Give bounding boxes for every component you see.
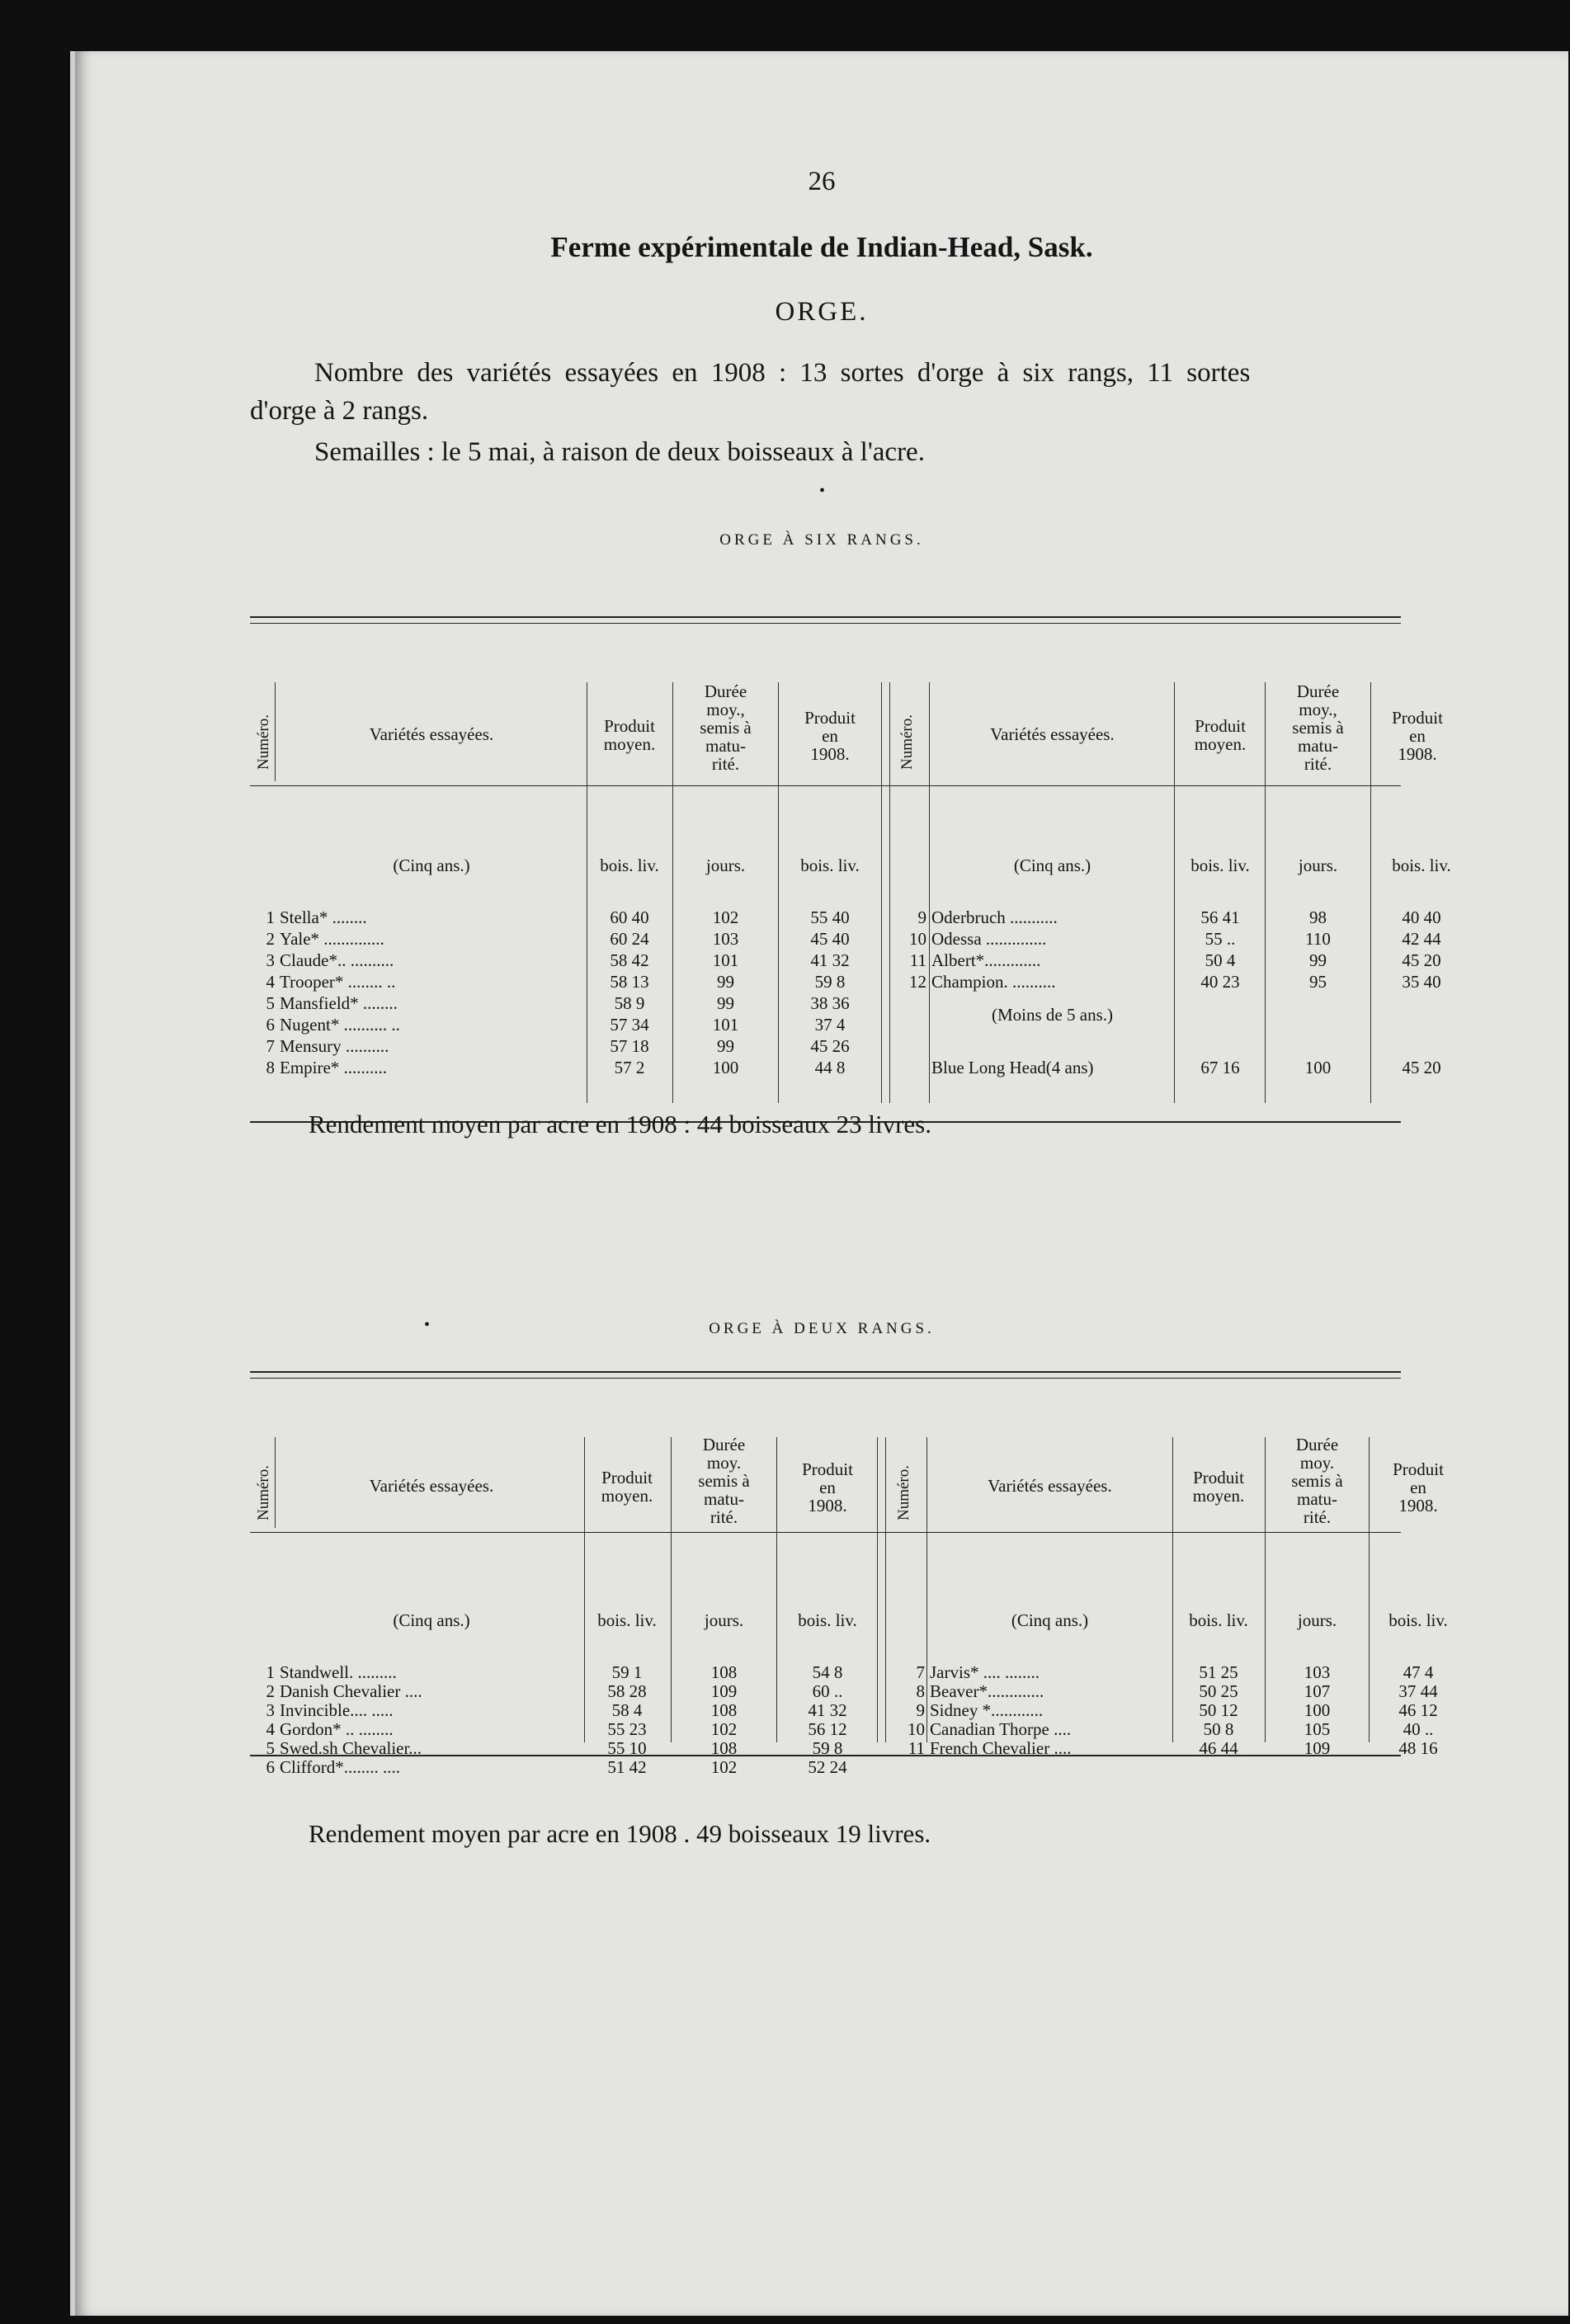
avg-yield: 46 44 [1199, 1738, 1238, 1758]
variety-name: Empire* .......... [280, 1058, 388, 1077]
variety-name: Yale* .............. [280, 929, 384, 949]
unit-bois-liv: bois. liv. [1189, 1610, 1248, 1630]
bullet-mark: • [424, 1316, 431, 1334]
unit-jours: jours. [1297, 1610, 1337, 1630]
header-duree: Durée moy., semis à matu- rité. [1292, 681, 1344, 774]
days-to-maturity: 102 [710, 1719, 738, 1739]
days-to-maturity: 103 [1304, 1662, 1331, 1682]
variety-name: Albert*............. [931, 950, 1041, 970]
yield-1908: 41 32 [810, 950, 850, 970]
unit-cinq-ans: (Cinq ans.) [393, 1610, 470, 1630]
variety-name: Standwell. ......... [280, 1662, 397, 1682]
unit-cinq-ans: (Cinq ans.) [1011, 1610, 1089, 1630]
row-number: 12 [909, 972, 926, 992]
row-number: 9 [916, 1700, 925, 1720]
yield-1908: 59 8 [812, 1738, 843, 1758]
avg-yield: 58 42 [610, 950, 649, 970]
avg-yield: 51 25 [1199, 1662, 1238, 1682]
row-number: 7 [266, 1036, 275, 1056]
header-varietes: Variétés essayées. [988, 1476, 1112, 1496]
bullet-mark: • [819, 482, 826, 500]
yield-1908: 37 4 [814, 1015, 846, 1035]
variety-name: Danish Chevalier .... [280, 1681, 422, 1701]
days-to-maturity: 100 [712, 1058, 739, 1077]
variety-name: Canadian Thorpe .... [930, 1719, 1072, 1739]
variety-name: Mensury .......... [280, 1036, 389, 1056]
avg-yield: 58 28 [607, 1681, 647, 1701]
yield-1908: 41 32 [808, 1700, 847, 1720]
intro-paragraph-line2: d'orge à 2 rangs. [250, 396, 429, 426]
days-to-maturity: 100 [1304, 1058, 1332, 1077]
yield-1908: 40 .. [1403, 1719, 1434, 1739]
avg-yield: 58 4 [611, 1700, 643, 1720]
row-number: 6 [266, 1015, 275, 1035]
avg-yield: 40 23 [1200, 972, 1240, 992]
intro-paragraph-line1: Nombre des variétés essayées en 1908 : 13 sortes d'orge à six rangs, 11 sortes [314, 358, 1251, 388]
days-to-maturity: 99 [717, 972, 734, 992]
avg-yield: 56 41 [1200, 907, 1240, 927]
yield-1908: 47 4 [1403, 1662, 1434, 1682]
variety-name: Beaver*............. [930, 1681, 1044, 1701]
yield-1908: 55 40 [810, 907, 850, 927]
header-duree: Durée moy. semis à matu- rité. [698, 1435, 750, 1527]
yield-1908: 60 .. [812, 1681, 843, 1701]
unit-jours: jours. [705, 856, 746, 875]
avg-yield: 50 4 [1205, 950, 1236, 970]
days-to-maturity: 102 [710, 1757, 738, 1777]
avg-yield: 55 .. [1205, 929, 1236, 949]
avg-yield: 50 25 [1199, 1681, 1238, 1701]
row-number: 6 [266, 1757, 275, 1777]
header-varietes: Variétés essayées. [369, 1476, 494, 1496]
variety-name: Jarvis* .... ........ [930, 1662, 1040, 1682]
avg-yield: 58 9 [614, 993, 645, 1013]
header-numero: Numéro. [895, 1464, 912, 1520]
days-to-maturity: 102 [712, 907, 739, 927]
header-produit-moyen: Produit moyen. [601, 1468, 653, 1506]
row-number: 2 [266, 1681, 275, 1701]
header-produit-1908: Produit en 1908. [802, 1459, 853, 1516]
header-produit-moyen: Produit moyen. [1192, 1468, 1245, 1506]
variety-name: Swed.sh Chevalier... [280, 1738, 422, 1758]
variety-name: Mansfield* ........ [280, 993, 398, 1013]
variety-name: Nugent* .......... .. [280, 1015, 400, 1035]
days-to-maturity: 109 [1304, 1738, 1331, 1758]
days-to-maturity: 103 [712, 929, 739, 949]
six-row-table-title: ORGE À SIX RANGS. [719, 531, 924, 549]
row-number: 11 [908, 1738, 925, 1758]
yield-1908: 45 26 [810, 1036, 850, 1056]
six-row-average-yield: Rendement moyen par acre en 1908 : 44 boisseaux 23 livres. [309, 1110, 931, 1138]
row-number: 4 [266, 1719, 275, 1739]
avg-yield: 55 10 [607, 1738, 647, 1758]
section-title: ORGE. [775, 297, 869, 327]
variety-name: Blue Long Head(4 ans) [931, 1058, 1094, 1077]
row-number: 4 [266, 972, 275, 992]
avg-yield: 51 42 [607, 1757, 647, 1777]
avg-yield: 59 1 [611, 1662, 643, 1682]
days-to-maturity: 108 [710, 1738, 738, 1758]
row-number: 1 [266, 907, 275, 927]
yield-1908: 40 40 [1402, 907, 1441, 927]
header-produit-moyen: Produit moyen. [1194, 716, 1247, 754]
avg-yield: 60 24 [610, 929, 649, 949]
avg-yield: 50 8 [1203, 1719, 1234, 1739]
six-row-barley-table [250, 616, 1451, 1124]
row-number: 5 [266, 1738, 275, 1758]
row-number: 2 [266, 929, 275, 949]
avg-yield: 57 34 [610, 1015, 649, 1035]
row-number: 5 [266, 993, 275, 1013]
row-number: 10 [909, 929, 926, 949]
header-numero: Numéro. [255, 714, 272, 770]
yield-1908: 42 44 [1402, 929, 1441, 949]
unit-bois-liv: bois. liv. [1190, 856, 1250, 875]
yield-1908: 45 40 [810, 929, 850, 949]
days-to-maturity: 101 [712, 950, 739, 970]
days-to-maturity: 105 [1304, 1719, 1331, 1739]
days-to-maturity: 108 [710, 1700, 738, 1720]
days-to-maturity: 110 [1305, 929, 1331, 949]
yield-1908: 38 36 [810, 993, 850, 1013]
variety-name: Gordon* .. ........ [280, 1719, 394, 1739]
yield-1908: 48 16 [1398, 1738, 1438, 1758]
sowing-line: Semailles : le 5 mai, à raison de deux boisseaux à l'acre. [314, 437, 925, 467]
row-number: 10 [908, 1719, 925, 1739]
days-to-maturity: 107 [1304, 1681, 1331, 1701]
farm-title: Ferme expérimentale de Indian-Head, Sask. [550, 231, 1093, 263]
avg-yield: 50 12 [1199, 1700, 1238, 1720]
variety-name: Trooper* ........ .. [280, 972, 396, 992]
unit-bois-liv: bois. liv. [798, 1610, 857, 1630]
variety-name: Champion. .......... [931, 972, 1056, 992]
row-number: 7 [916, 1662, 925, 1682]
header-varietes: Variétés essayées. [990, 724, 1115, 744]
days-to-maturity: 100 [1304, 1700, 1331, 1720]
unit-bois-liv: bois. liv. [1388, 1610, 1448, 1630]
two-row-table-title: ORGE À DEUX RANGS. [709, 1320, 935, 1337]
yield-1908: 46 12 [1398, 1700, 1438, 1720]
header-numero: Numéro. [255, 1464, 272, 1520]
yield-1908: 37 44 [1398, 1681, 1438, 1701]
yield-1908: 56 12 [808, 1719, 847, 1739]
avg-yield: 60 40 [610, 907, 649, 927]
row-number: 3 [266, 950, 275, 970]
header-duree: Durée moy., semis à matu- rité. [700, 681, 752, 774]
unit-cinq-ans: (Cinq ans.) [1013, 856, 1091, 875]
days-to-maturity: 101 [712, 1015, 739, 1035]
header-numero: Numéro. [898, 714, 916, 770]
days-to-maturity: 95 [1309, 972, 1327, 992]
variety-name: Sidney *............ [930, 1700, 1044, 1720]
days-to-maturity: 98 [1309, 907, 1327, 927]
yield-1908: 54 8 [812, 1662, 843, 1682]
two-row-average-yield: Rendement moyen par acre en 1908 . 49 boisseaux 19 livres. [309, 1819, 931, 1848]
avg-yield: 55 23 [607, 1719, 647, 1739]
header-produit-1908: Produit en 1908. [804, 708, 856, 764]
row-number: 9 [917, 907, 926, 927]
document-page [70, 51, 1568, 2316]
variety-name: Clifford*........ .... [280, 1757, 401, 1777]
yield-1908: 45 20 [1402, 1058, 1441, 1077]
avg-yield: 67 16 [1200, 1058, 1240, 1077]
days-to-maturity: 99 [717, 993, 734, 1013]
variety-name: Odessa .............. [931, 929, 1047, 949]
unit-bois-liv: bois. liv. [800, 856, 860, 875]
yield-1908: 59 8 [814, 972, 846, 992]
variety-name: Stella* ........ [280, 907, 367, 927]
unit-jours: jours. [704, 1610, 744, 1630]
less-than-five-years-label: (Moins de 5 ans.) [992, 1005, 1113, 1025]
yield-1908: 44 8 [814, 1058, 846, 1077]
header-produit-1908: Produit en 1908. [1393, 1459, 1444, 1516]
header-varietes: Variétés essayées. [369, 724, 494, 744]
row-number: 8 [266, 1058, 275, 1077]
header-duree: Durée moy. semis à matu- rité. [1291, 1435, 1343, 1527]
two-row-barley-table [250, 1371, 1448, 1777]
variety-name: Oderbruch ........... [931, 907, 1058, 927]
yield-1908: 35 40 [1402, 972, 1441, 992]
variety-name: Claude*.. .......... [280, 950, 394, 970]
avg-yield: 58 13 [610, 972, 649, 992]
yield-1908: 52 24 [808, 1757, 847, 1777]
yield-1908: 45 20 [1402, 950, 1441, 970]
row-number: 3 [266, 1700, 275, 1720]
row-number: 11 [909, 950, 926, 970]
unit-jours: jours. [1298, 856, 1338, 875]
unit-bois-liv: bois. liv. [597, 1610, 657, 1630]
row-number: 8 [916, 1681, 925, 1701]
days-to-maturity: 99 [717, 1036, 734, 1056]
days-to-maturity: 109 [710, 1681, 738, 1701]
unit-bois-liv: bois. liv. [600, 856, 659, 875]
header-produit-moyen: Produit moyen. [603, 716, 656, 754]
page-number: 26 [808, 167, 836, 196]
unit-bois-liv: bois. liv. [1392, 856, 1451, 875]
variety-name: Invincible.... ..... [280, 1700, 394, 1720]
days-to-maturity: 108 [710, 1662, 738, 1682]
unit-cinq-ans: (Cinq ans.) [393, 856, 470, 875]
row-number: 1 [266, 1662, 275, 1682]
avg-yield: 57 18 [610, 1036, 649, 1056]
variety-name: French Chevalier .... [930, 1738, 1072, 1758]
header-produit-1908: Produit en 1908. [1392, 708, 1443, 764]
days-to-maturity: 99 [1309, 950, 1327, 970]
avg-yield: 57 2 [614, 1058, 645, 1077]
